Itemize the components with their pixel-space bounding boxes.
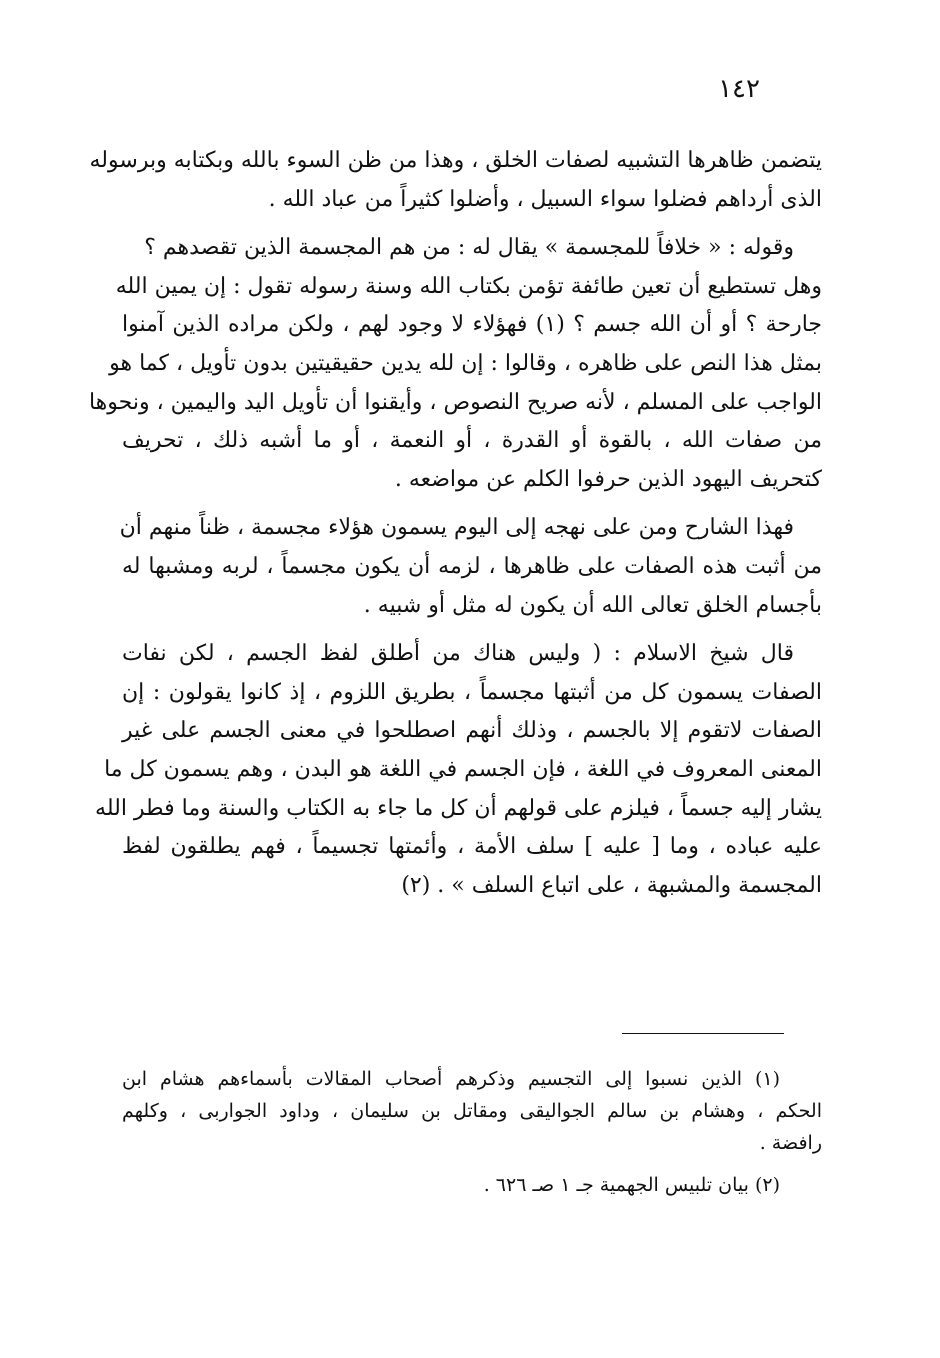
footnote-line: الحكم ، وهشام بن سالم الجواليقى ومقاتل بن سليمان ، وداود الجواربى ، وكلهم — [122, 1100, 822, 1122]
page-number: ١٤٢ — [718, 74, 760, 104]
text-line: بمثل هذا النص على ظاهره ، وقالوا : إن لله يدين حقيقيتين بدون تأويل ، كما هو — [109, 350, 822, 376]
paragraph-2 — [88, 229, 822, 499]
main-text — [88, 142, 822, 915]
paragraph-1 — [89, 142, 822, 219]
text-line: المعنى المعروف في اللغة ، فإن الجسم في اللغة هو البدن ، وهم يسمون كل ما — [104, 756, 822, 782]
paragraph-4 — [95, 635, 822, 905]
footnote-line: (١) الذين نسبوا إلى التجسيم وذكرهم أصحاب المقالات بأسماءهم هشام ابن — [122, 1068, 780, 1090]
text-line: قال شيخ الاسلام : ( وليس هناك من أطلق لفظ الجسم ، لكن نفات — [122, 641, 794, 667]
text-line: من أثبت هذه الصفات على ظاهرها ، لزمه أن يكون مجسماً ، لربه ومشبها له — [122, 553, 822, 579]
text-line: وقوله : « خلافاً للمجسمة » يقال له : من هم المجسمة الذين تقصدهم ؟ — [144, 235, 794, 261]
footnote-line: رافضة . — [759, 1132, 822, 1154]
text-line: كتحريف اليهود الذين حرفوا الكلم عن مواضعه . — [394, 466, 822, 492]
footnote-2 — [122, 1169, 822, 1201]
footnotes — [122, 1063, 822, 1211]
text-line: يشار إليه جسماً ، فيلزم على قولهم أن كل ما جاء به الكتاب والسنة وما فطر الله — [95, 795, 822, 821]
text-line: بأجسام الخلق تعالى الله أن يكون له مثل أو شبيه . — [363, 592, 822, 618]
text-line: الصفات لاتقوم إلا بالجسم ، وذلك أنهم اصطلحوا في معنى الجسم على غير — [122, 718, 822, 744]
footnote-1 — [122, 1063, 822, 1159]
text-line: الصفات يسمون كل من أثبتها مجسماً ، بطريق اللزوم ، إذ كانوا يقولون : إن — [122, 679, 822, 705]
text-line: وهل تستطيع أن تعين طائفة تؤمن بكتاب الله وسنة رسوله تقول : إن يمين الله — [115, 273, 822, 299]
text-line: عليه عباده ، وما [ عليه ] سلف الأمة ، وأئمتها تجسيماً ، فهم يطلقون لفظ — [122, 834, 822, 860]
text-line: الذى أرداهم فضلوا سواء السبيل ، وأضلوا كثيراً من عباد الله . — [268, 186, 822, 212]
paragraph-3 — [119, 509, 822, 625]
text-line: الواجب على المسلم ، لأنه صريح النصوص ، وأيقنوا أن تأويل اليد واليمين ، ونحوها — [88, 389, 822, 415]
text-line: يتضمن ظاهرها التشبيه لصفات الخلق ، وهذا من ظن السوء بالله وبكتابه وبرسوله — [89, 148, 822, 173]
footnote-line: (٢) بيان تلبيس الجهمية جـ ١ صـ ٦٢٦ . — [483, 1174, 780, 1196]
text-line: المجسمة والمشبهة ، على اتباع السلف » . (٢) — [401, 872, 822, 898]
text-line: من صفات الله ، بالقوة أو القدرة ، أو النعمة ، أو ما أشبه ذلك ، تحريف — [122, 428, 822, 454]
footnote-separator — [622, 1033, 784, 1034]
text-line: جارحة ؟ أو أن الله جسم ؟ (١) فهؤلاء لا وجود لهم ، ولكن مراده الذين آمنوا — [122, 312, 822, 338]
text-line: فهذا الشارح ومن على نهجه إلى اليوم يسمون هؤلاء مجسمة ، ظناً منهم أن — [119, 515, 794, 541]
